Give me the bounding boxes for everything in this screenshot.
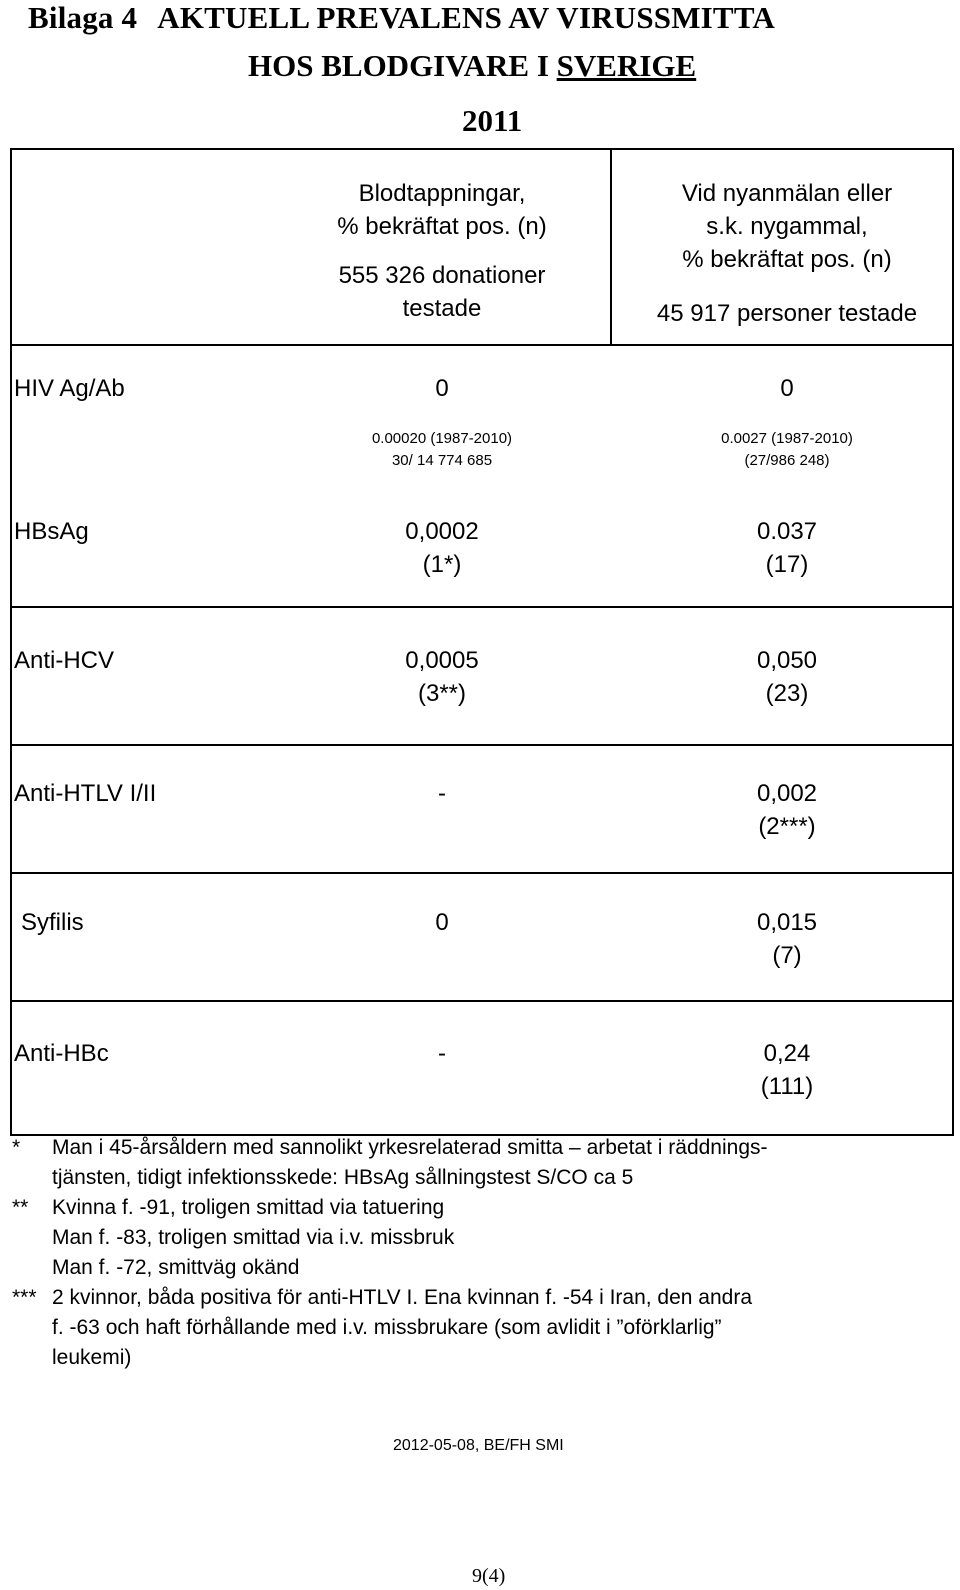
anti-htlv-col2-count: (2***) [758, 813, 816, 840]
prevalence-table [10, 148, 954, 1136]
title-country: SVERIGE [556, 48, 697, 83]
anti-htlv-col2-value: 0,002 [756, 780, 818, 807]
anti-hcv-col1-count: (3**) [417, 680, 466, 707]
anti-hbc-col2-value: 0,24 [763, 1040, 811, 1067]
footnote-text [52, 1193, 942, 1283]
row-divider [12, 1000, 952, 1002]
anti-htlv-col2 [622, 777, 952, 843]
appendix-label: Bilaga 4 [28, 0, 138, 35]
footnote-1 [12, 1133, 942, 1193]
hbsag-col1-value: 0,0002 [405, 518, 479, 545]
header-col2-line: Vid nyanmälan eller [681, 180, 893, 207]
footnote-line: Man f. -83, troligen smittad via i.v. missbruk [52, 1226, 455, 1249]
header-col1-line: 555 326 donationer [338, 262, 546, 289]
anti-hbc-col2 [622, 1037, 952, 1103]
anti-hcv-col1 [292, 644, 592, 710]
header-bottom-line [12, 344, 952, 346]
hiv-col1-value: 0 [435, 375, 449, 402]
syfilis-col2-value: 0,015 [756, 909, 818, 936]
footnotes [12, 1133, 942, 1373]
syfilis-col2-count: (7) [772, 942, 802, 969]
hbsag-col2-value: 0.037 [756, 518, 818, 545]
row-label-anti-hbc: Anti-HBc [14, 1040, 109, 1067]
header-col-new-donors [622, 177, 952, 330]
anti-htlv-col1-value: - [438, 780, 446, 807]
header-divider [610, 150, 612, 346]
row-label-hbsag: HBsAg [14, 518, 89, 545]
row-label-anti-htlv: Anti-HTLV I/II [14, 780, 157, 807]
footnote-line: tjänsten, tidigt infektionsskede: HBsAg sållningstest S/CO ca 5 [52, 1166, 634, 1189]
hbsag-col1 [292, 515, 592, 581]
anti-hcv-col1-value: 0,0005 [405, 647, 479, 674]
header-col2-line: % bekräftat pos. (n) [682, 246, 892, 273]
header-col1-line: % bekräftat pos. (n) [337, 213, 547, 240]
header-col2-line: 45 917 personer testade [656, 300, 918, 327]
syfilis-col1-value: 0 [435, 909, 449, 936]
footnote-text [52, 1283, 942, 1373]
hbsag-col2 [622, 515, 952, 581]
row-divider [12, 744, 952, 746]
anti-hcv-col2-count: (23) [765, 680, 809, 707]
header-col2-spacer [622, 276, 952, 297]
anti-hbc-col2-count: (111) [760, 1073, 814, 1100]
hiv-col1-history-line: 30/ 14 774 685 [391, 452, 493, 469]
header-col1-line: Blodtappningar, [358, 180, 526, 207]
title-line-2-prefix: HOS BLODGIVARE I [248, 48, 557, 83]
footnote-line: Man f. -72, smittväg okänd [52, 1256, 300, 1279]
footnote-2 [12, 1193, 942, 1283]
row-label-syfilis: Syfilis [21, 909, 84, 936]
title-year: 2011 [462, 103, 523, 138]
footnote-marker: *** [12, 1286, 37, 1309]
row-label-anti-hcv: Anti-HCV [14, 647, 115, 674]
footnote-line: leukemi) [52, 1346, 132, 1369]
row-label-hiv: HIV Ag/Ab [14, 375, 125, 402]
footnote-line: 2 kvinnor, båda positiva för anti-HTLV I. Ena kvinnan f. -54 i Iran, den andra [52, 1286, 753, 1309]
title-line-1: AKTUELL PREVALENS AV VIRUSSMITTA [157, 0, 775, 35]
header-col2-line: s.k. nygammal, [706, 213, 868, 240]
footnote-3 [12, 1283, 942, 1373]
page-number: 9(4) [472, 1565, 506, 1587]
footnote-line: f. -63 och haft förhållande med i.v. missbrukare (som avlidit i ”oförklarlig” [52, 1316, 722, 1339]
footnote-line: Man i 45-årsåldern med sannolikt yrkesrelaterad smitta – arbetat i räddnings- [52, 1136, 768, 1159]
syfilis-col2 [622, 906, 952, 972]
hiv-col1-history [292, 428, 592, 472]
document-title [28, 0, 775, 36]
hiv-col2-history-line: 0.0027 (1987-2010) [721, 430, 853, 447]
footnote-marker: ** [12, 1196, 29, 1219]
hiv-col2-history [622, 428, 952, 472]
anti-hbc-col1-value: - [438, 1040, 446, 1067]
header-col1-line: testade [402, 295, 482, 322]
anti-hcv-col2 [622, 644, 952, 710]
hiv-col2-value: 0 [780, 375, 794, 402]
footer-date: 2012-05-08, BE/FH SMI [393, 1437, 564, 1454]
hbsag-col1-count: (1*) [422, 551, 462, 578]
anti-hcv-col2-value: 0,050 [756, 647, 818, 674]
footnote-marker: * [12, 1136, 21, 1159]
hiv-col2-history-line: (27/986 248) [744, 452, 830, 469]
header-col-donations [292, 177, 592, 325]
row-divider [12, 872, 952, 874]
hbsag-col2-count: (17) [765, 551, 809, 578]
footnote-text [52, 1133, 942, 1193]
title-line-2 [248, 48, 696, 84]
row-divider [12, 606, 952, 608]
hiv-col1-history-line: 0.00020 (1987-2010) [371, 430, 513, 447]
header-col1-spacer [292, 243, 592, 259]
footnote-line: Kvinna f. -91, troligen smittad via tatuering [52, 1196, 445, 1219]
